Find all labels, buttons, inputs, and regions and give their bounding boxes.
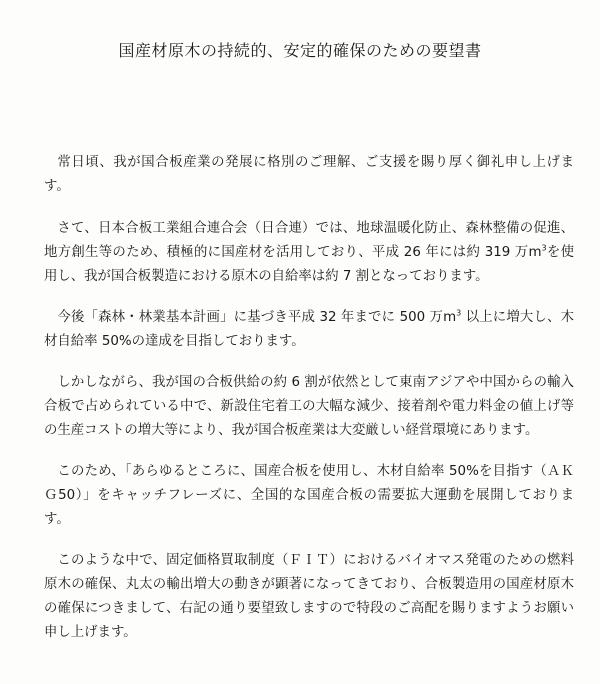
paragraph-text: このため、「あらゆるところに、国産合板を使用し、木材自給率 50%を目指す（ＡＫＧ50）」をキャッチフレーズに、全国的な国産合板の需要拡大運動を展開しております。 xyxy=(44,464,574,527)
paragraph-business-environment xyxy=(44,371,574,443)
document-body xyxy=(44,151,574,662)
paragraph-text: しかしながら、我が国の合板供給の約 6 割が依然として東南アジアや中国からの輸入合板で占められている中で、新設住宅着工の大幅な減少、接着剤や電力料金の値上げ等の生産コストの増大等により、我が国合板産業は大変厳しい経営環境にあります。 xyxy=(44,375,574,438)
paragraph-text-part-b: 以上に増大し、木材自給率 50%の達成を目指しております。 xyxy=(44,310,574,349)
paragraph-greeting xyxy=(44,151,574,199)
cubic-superscript: 3 xyxy=(456,308,462,318)
paragraph-federation-usage xyxy=(44,217,574,289)
paragraph-text-part-b: を使用し、我が国合板製造における原木の自給率は約 7 割となっております。 xyxy=(44,245,574,284)
paragraph-akg50-campaign xyxy=(44,460,574,532)
paragraph-request xyxy=(44,549,574,645)
paragraph-text: このような中で、固定価格買取制度（ＦＩＴ）におけるバイオマス発電のための燃料原木の確保、丸太の輸出増大の動きが顕著になってきており、合板製造用の国産材原木の確保につきまして、右記の通り要望致しますので特段のご高配を賜りますようお願い申し上げます。 xyxy=(44,553,574,640)
paragraph-text: 常日頃、我が国合板産業の発展に格別のご理解、ご支援を賜り厚く御礼申し上げます。 xyxy=(44,155,574,194)
paragraph-text-part-a: 今後「森林・林業基本計画」に基づき平成 32 年までに 500 万m xyxy=(57,310,457,325)
paragraph-future-plan xyxy=(44,306,574,354)
paragraph-text-part-a: さて、日本合板工業組合連合会（日合連）では、地球温暖化防止、森林整備の促進、地方創生等のため、積極的に国産材を活用しており、平成 26 年には約 319 万m xyxy=(44,221,574,260)
cubic-superscript: 3 xyxy=(541,243,547,253)
document-title: 国産材原木の持続的、安定的確保のための要望書 xyxy=(118,41,482,60)
